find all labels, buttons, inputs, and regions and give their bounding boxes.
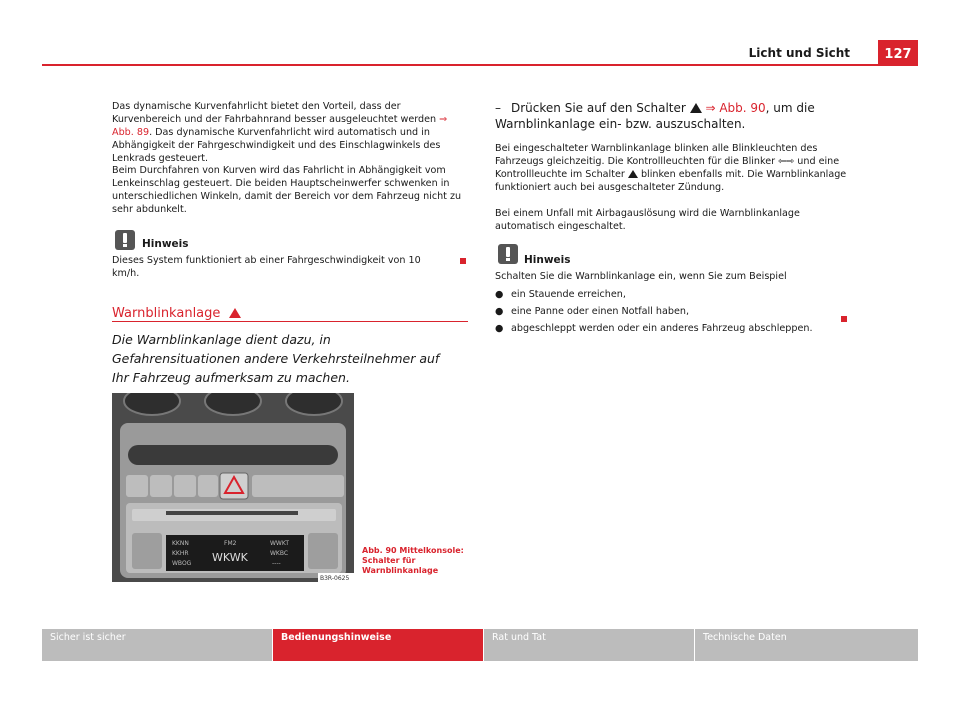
page-number: 127 <box>878 40 918 66</box>
hazard-warning-icon <box>229 308 241 318</box>
list-item-text: ein Stauende erreichen, <box>511 289 626 300</box>
note-title: Hinweis <box>142 238 189 250</box>
step-text-rest: , um die Warnblinkanlage ein- bzw. auszuschalten. <box>495 101 815 131</box>
center-console-photo <box>112 393 354 582</box>
bullet-dot: ● <box>495 306 504 317</box>
footer-tab-technisch[interactable]: Technische Daten <box>695 629 918 661</box>
paragraph-text: Das dynamische Kurvenfahrlicht bietet den Vorteil, dass der Kurvenbereich und der Fahrbahnrand besser ausgeleuchtet werden <box>112 101 440 125</box>
footer-tab-bedienung[interactable]: Bedienungshinweise <box>273 629 483 661</box>
note-text: Dieses System funktioniert ab einer Fahrgeschwindigkeit von 10 km/h. <box>112 255 421 279</box>
radio-preset-l3: WBOG <box>172 560 192 567</box>
paragraph-kurvenlicht <box>112 100 467 165</box>
radio-preset-r2: WKBC <box>270 550 289 557</box>
paragraph-warnblink <box>495 142 850 194</box>
paragraph-text-rest: . Das dynamische Kurvenfahrlicht wird automatisch und in Abhängigkeit der Fahrgeschwindigkeit und des Einschlagwinkels des Lenkrads gesteuert. <box>112 127 441 164</box>
radio-station: WKWK <box>212 551 248 564</box>
paragraph-text-a: Bei eingeschalteter Warnblinkanlage blinken alle Blinkleuchten des Fahrzeugs gleichzeitig. Die Kontrollleuchten für die Blinker <box>495 143 818 167</box>
end-marker-right <box>841 316 847 322</box>
step-text: Drücken Sie auf den Schalter <box>511 101 686 115</box>
note-icon-right <box>498 244 518 264</box>
bullet-dot: ● <box>495 323 504 334</box>
section-title <box>112 306 241 321</box>
list-item-text: eine Panne oder einen Notfall haben, <box>511 306 690 317</box>
header-rule <box>42 64 918 66</box>
figure-link-89[interactable]: ⇒ Abb. 89 <box>112 114 448 138</box>
turn-signal-indicator-icon: ⇦⇨ <box>778 156 795 167</box>
note-title-right: Hinweis <box>524 254 571 266</box>
paragraph-airbag: Bei einem Unfall mit Airbagauslösung wird die Warnblinkanlage automatisch eingeschaltet. <box>495 208 800 232</box>
bullet-dot: ● <box>495 289 504 300</box>
instruction-step <box>495 100 850 132</box>
figure-caption: Abb. 90 Mittelkonsole: Schalter für Warnblinkanlage <box>362 546 464 575</box>
photo-code: B3R-0625 <box>320 575 350 582</box>
note-text-right: Schalten Sie die Warnblinkanlage ein, wenn Sie zum Beispiel <box>495 271 787 282</box>
note-icon <box>115 230 135 250</box>
center-console-illustration <box>112 393 354 582</box>
list-item <box>495 323 813 334</box>
list-item-text: abgeschleppt werden oder ein anderes Fahrzeug abschleppen. <box>511 323 813 334</box>
footer-tab-sicher[interactable]: Sicher ist sicher <box>42 629 272 661</box>
radio-preset-l1: KKNN <box>172 540 189 547</box>
section-rule <box>112 321 468 322</box>
radio-band: FM2 <box>224 540 237 547</box>
step-dash: – <box>495 101 501 115</box>
lead-paragraph: Die Warnblinkanlage dient dazu, in Gefahrensituationen andere Verkehrsteilnehmer auf Ihr Fahrzeug aufmerksam zu machen. <box>112 332 440 385</box>
hazard-switch-icon <box>690 103 702 113</box>
list-item <box>495 289 626 300</box>
end-marker <box>460 258 466 264</box>
paragraph-text-c: blinken ebenfalls mit. Die Warnblinkanlage funktioniert auch bei ausgeschalteter Zündung. <box>495 169 847 193</box>
paragraph-text-b: und eine Kontrollleuchte im Schalter <box>495 156 840 180</box>
figure-link-90[interactable]: ⇒ Abb. 90 <box>705 101 766 115</box>
radio-preset-l2: KKHR <box>172 550 189 557</box>
list-item <box>495 306 689 317</box>
radio-preset-r3: ---- <box>272 560 281 567</box>
footer-tab-rat[interactable]: Rat und Tat <box>484 629 694 661</box>
running-header-title: Licht und Sicht <box>748 46 850 60</box>
hazard-small-icon <box>628 170 638 178</box>
section-title-text: Warnblinkanlage <box>112 306 221 321</box>
radio-preset-r1: WWKT <box>270 540 289 547</box>
paragraph-kurvenfahrt: Beim Durchfahren von Kurven wird das Fahrlicht in Abhängigkeit vom Lenkeinschlag gesteuert. Die beiden Hauptscheinwerfer schwenken in unterschiedlichen Winkeln, damit der Bereich vor dem Fahrzeug nicht zu sehr abdunkelt. <box>112 165 462 215</box>
